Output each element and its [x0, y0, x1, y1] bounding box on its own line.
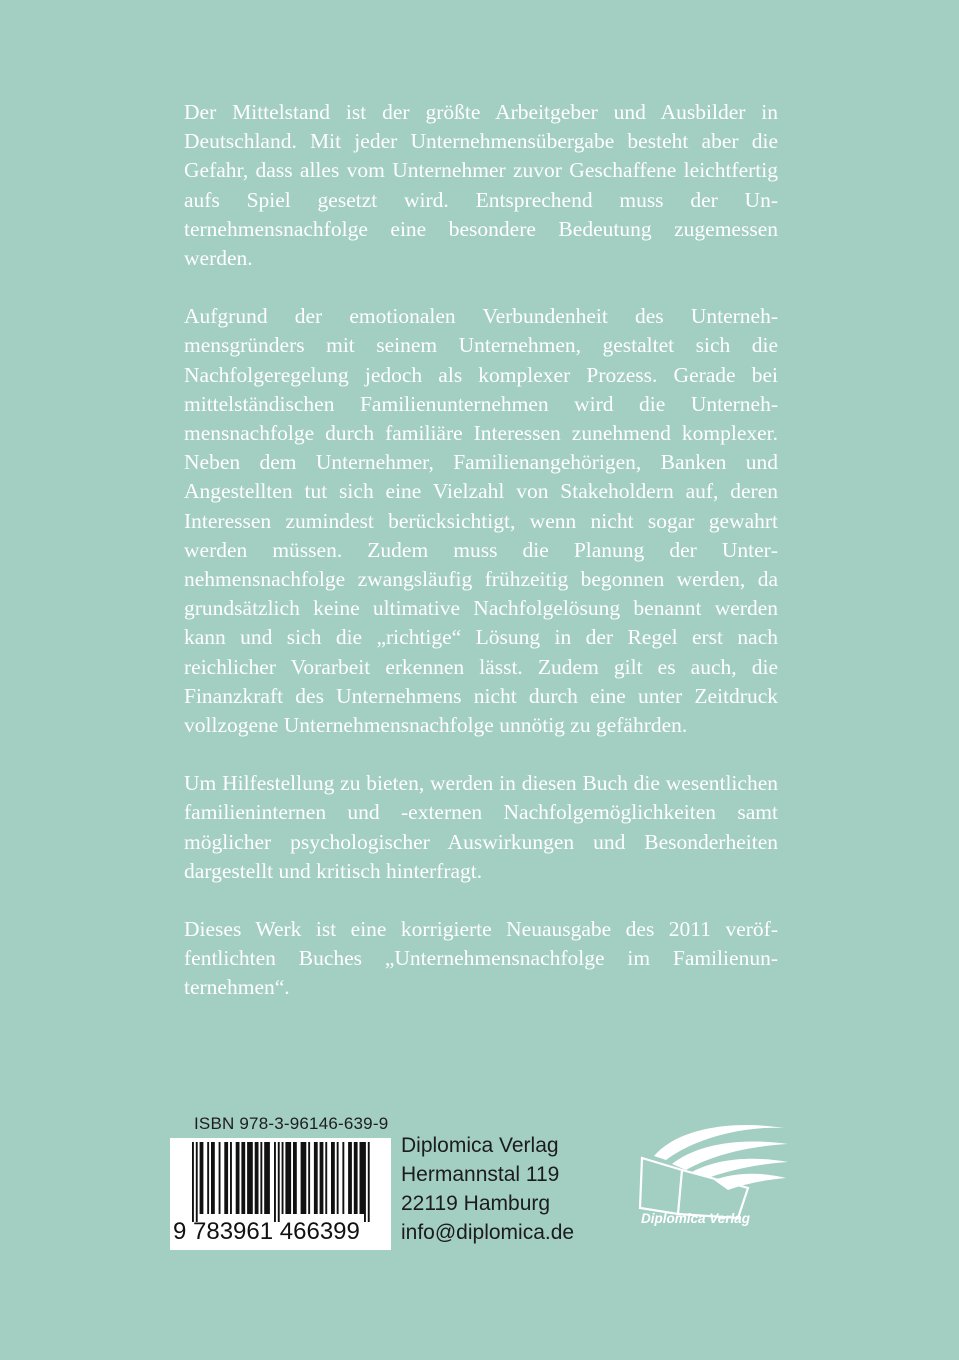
- publisher-city: 22119 Hamburg: [401, 1192, 551, 1215]
- barcode-bar-3: [207, 1142, 209, 1214]
- barcode-bar-11: [255, 1142, 259, 1214]
- barcode-bar-2: [200, 1142, 204, 1214]
- barcode-bar-19: [301, 1142, 307, 1214]
- barcode-bar-21: [314, 1142, 318, 1214]
- barcode-bar-20: [308, 1142, 310, 1214]
- barcode-bar-10: [247, 1142, 253, 1214]
- barcode-bar-15: [278, 1142, 280, 1222]
- barcode-bar-24: [331, 1142, 335, 1214]
- barcode-bar-8: [236, 1142, 240, 1214]
- barcode-bar-26: [342, 1142, 344, 1214]
- blurb-paragraph-1: Der Mittelstand ist der größte Arbeitgeber und Ausbilder in Deutschland. Mit jeder Unternehmensübergabe besteht aber die Gefahr, dass alles vom Unternehmer zuvor Geschaffene leichtfertig aufs Spiel gesetzt wird. Entsprechend muss der Unternehmensnachfolge eine besondere Bedeutung zugemessen werden.: [184, 100, 778, 271]
- barcode-bar-7: [230, 1142, 232, 1214]
- barcode-bar-30: [364, 1142, 366, 1222]
- logo-text: Diplomica Verlag: [641, 1211, 751, 1226]
- publisher-address: [401, 1131, 574, 1247]
- barcode-bars: [170, 1138, 391, 1222]
- barcode-bar-12: [260, 1142, 262, 1214]
- blurb-paragraph-3: Um Hilfestellung zu bieten, werden in diesen Buch die wesentlichen familieninternen und -externen Nachfolgemöglichkeiten samt möglicher psychologischer Auswirkungen und Besonderheiten dargestellt und kritisch hinterfragt.: [184, 771, 778, 883]
- barcode-bar-16: [282, 1142, 284, 1214]
- barcode-bar-28: [354, 1142, 358, 1214]
- barcode-bar-6: [224, 1142, 228, 1214]
- barcode-bar-1: [196, 1142, 198, 1222]
- barcode-bar-22: [320, 1142, 324, 1214]
- publisher-email: info@diplomica.de: [401, 1221, 575, 1244]
- barcode-bar-13: [264, 1142, 270, 1214]
- barcode-bar-18: [293, 1142, 297, 1214]
- barcode-bar-25: [337, 1142, 339, 1214]
- barcode-bar-27: [348, 1142, 352, 1214]
- barcode-bar-14: [274, 1142, 276, 1222]
- barcode-bar-9: [241, 1142, 245, 1214]
- publisher-street: Hermannstal 119: [401, 1163, 560, 1186]
- blurb-paragraph-2: Aufgrund der emotionalen Verbundenheit des Unternehmensgründers mit seinem Unternehmen, gestaltet sich die Nachfolgeregelung jedoch als komplexer Prozess. Gerade bei mittelständischen Familienunternehmen wird die Unternehmensnachfolge durch familiäre Interessen zunehmend komplexer. Neben dem Unternehmer, Familienangehörigen, Banken und Angestellten tut sich eine Vielzahl von Stakeholdern auf, deren Interessen zumindest berücksichtigt, wenn nicht sogar gewahrt werden müssen. Zudem muss die Planung der Unternehmensnachfolge zwangsläufig frühzeitig begonnen werden, da grundsätzlich keine ultimative Nachfolgelösung benannt werden kann und sich die „richtige“ Lösung in der Regel erst nach reichlicher Vorarbeit erkennen lässt. Zudem gilt es auch, die Finanzkraft des Unternehmens nicht durch eine unter Zeitdruck vollzogene Unternehmensnachfolge unnötig zu gefährden.: [184, 304, 778, 738]
- barcode-bar-23: [325, 1142, 327, 1214]
- barcode-bar-17: [285, 1142, 291, 1214]
- barcode: [170, 1138, 391, 1250]
- barcode-bar-5: [219, 1142, 221, 1214]
- barcode-digits: 9 783961 466399: [173, 1218, 360, 1245]
- publisher-name: Diplomica Verlag: [401, 1134, 559, 1157]
- back-cover-blurb: [184, 98, 778, 1032]
- barcode-bar-31: [368, 1142, 370, 1222]
- isbn-label: ISBN 978-3-96146-639-9: [194, 1114, 389, 1133]
- barcode-bar-0: [192, 1142, 194, 1222]
- blurb-paragraph-4: Dieses Werk ist eine korrigierte Neuausgabe des 2011 veröffentlichten Buches „Unternehmensnachfolge im Familienunternehmen“.: [184, 917, 778, 1000]
- barcode-bar-4: [211, 1142, 215, 1214]
